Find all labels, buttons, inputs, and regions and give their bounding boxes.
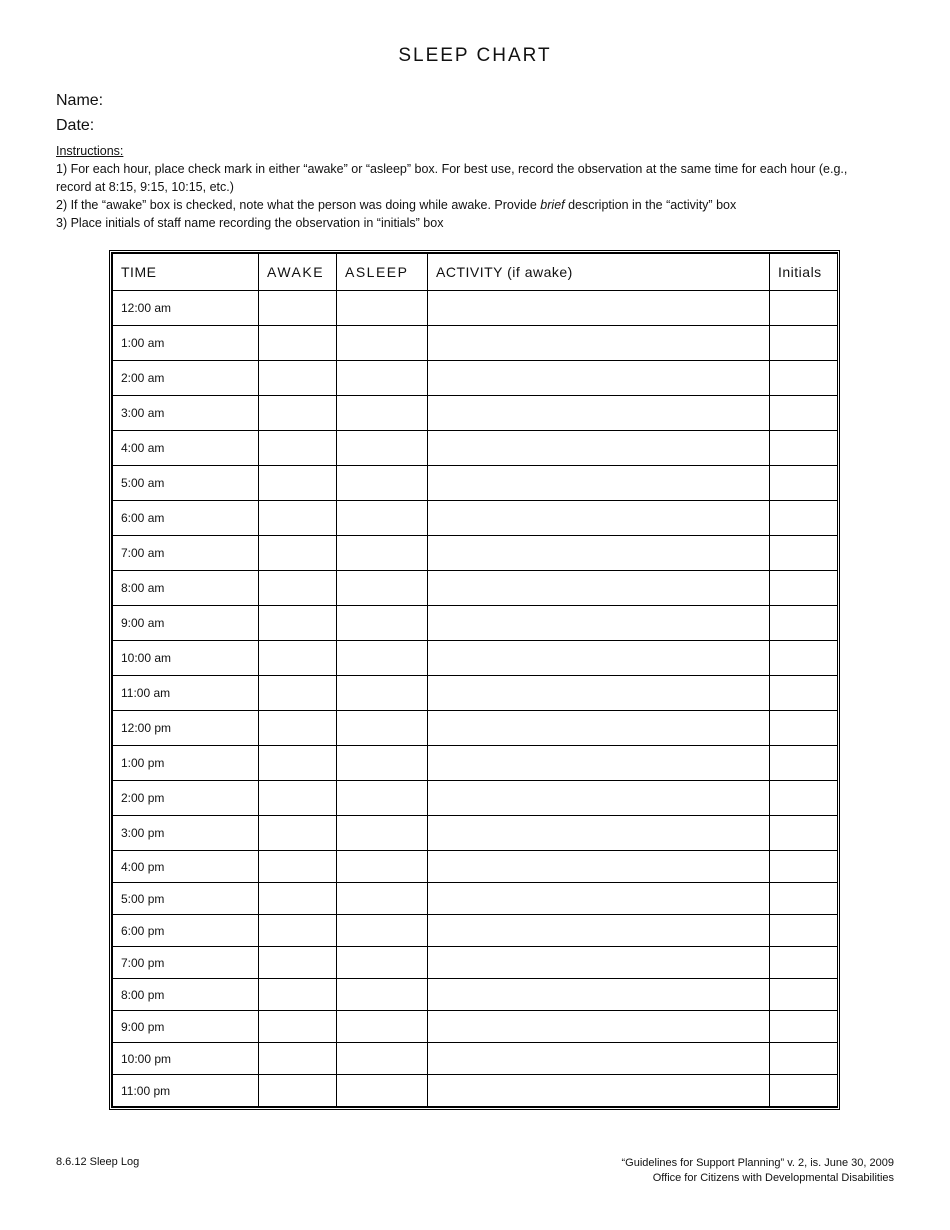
initials-cell[interactable] bbox=[770, 291, 838, 326]
awake-checkbox-cell[interactable] bbox=[259, 746, 337, 781]
instruction-2 bbox=[56, 196, 886, 214]
instruction-2-start: 2) If the “awake” box is checked, note what the person was doing while awake. Provide bbox=[56, 198, 541, 212]
initials-cell[interactable] bbox=[770, 851, 838, 883]
awake-checkbox-cell[interactable] bbox=[259, 1043, 337, 1075]
header-row bbox=[113, 254, 838, 291]
initials-cell[interactable] bbox=[770, 431, 838, 466]
initials-cell[interactable] bbox=[770, 326, 838, 361]
initials-cell[interactable] bbox=[770, 361, 838, 396]
time-cell: 7:00 am bbox=[113, 536, 259, 571]
awake-checkbox-cell[interactable] bbox=[259, 1011, 337, 1043]
activity-cell[interactable] bbox=[428, 606, 770, 641]
asleep-checkbox-cell[interactable] bbox=[337, 816, 428, 851]
name-label: Name: bbox=[56, 92, 104, 109]
initials-cell[interactable] bbox=[770, 641, 838, 676]
activity-cell[interactable] bbox=[428, 501, 770, 536]
awake-checkbox-cell[interactable] bbox=[259, 641, 337, 676]
time-cell: 4:00 pm bbox=[113, 851, 259, 883]
time-cell: 12:00 pm bbox=[113, 711, 259, 746]
time-cell: 5:00 pm bbox=[113, 883, 259, 915]
footer-doc-id: 8.6.12 Sleep Log bbox=[56, 1156, 140, 1168]
awake-checkbox-cell[interactable] bbox=[259, 947, 337, 979]
table-row bbox=[113, 291, 838, 326]
activity-cell[interactable] bbox=[428, 979, 770, 1011]
time-cell: 8:00 am bbox=[113, 571, 259, 606]
awake-checkbox-cell[interactable] bbox=[259, 676, 337, 711]
awake-checkbox-cell[interactable] bbox=[259, 915, 337, 947]
time-cell: 12:00 am bbox=[113, 291, 259, 326]
table-row bbox=[113, 501, 838, 536]
asleep-checkbox-cell[interactable] bbox=[337, 1075, 428, 1107]
table-row bbox=[113, 711, 838, 746]
asleep-checkbox-cell[interactable] bbox=[337, 431, 428, 466]
asleep-checkbox-cell[interactable] bbox=[337, 291, 428, 326]
awake-checkbox-cell[interactable] bbox=[259, 883, 337, 915]
activity-cell[interactable] bbox=[428, 1043, 770, 1075]
activity-cell[interactable] bbox=[428, 781, 770, 816]
instruction-3: 3) Place initials of staff name recording the observation in “initials” box bbox=[56, 216, 444, 230]
activity-cell[interactable] bbox=[428, 396, 770, 431]
activity-cell[interactable] bbox=[428, 361, 770, 396]
initials-cell[interactable] bbox=[770, 1011, 838, 1043]
time-cell: 4:00 am bbox=[113, 431, 259, 466]
awake-checkbox-cell[interactable] bbox=[259, 1075, 337, 1107]
initials-cell[interactable] bbox=[770, 571, 838, 606]
activity-cell[interactable] bbox=[428, 291, 770, 326]
time-cell: 9:00 am bbox=[113, 606, 259, 641]
activity-cell[interactable] bbox=[428, 1011, 770, 1043]
table-row bbox=[113, 1075, 838, 1107]
initials-cell[interactable] bbox=[770, 676, 838, 711]
table-row bbox=[113, 396, 838, 431]
activity-cell[interactable] bbox=[428, 915, 770, 947]
activity-cell[interactable] bbox=[428, 816, 770, 851]
initials-cell[interactable] bbox=[770, 466, 838, 501]
table-row bbox=[113, 641, 838, 676]
header-initials: Initials bbox=[770, 254, 838, 291]
initials-cell[interactable] bbox=[770, 883, 838, 915]
footer-source bbox=[621, 1156, 894, 1186]
instructions-heading: Instructions: bbox=[56, 144, 124, 158]
asleep-checkbox-cell[interactable] bbox=[337, 883, 428, 915]
initials-cell[interactable] bbox=[770, 816, 838, 851]
asleep-checkbox-cell[interactable] bbox=[337, 1011, 428, 1043]
activity-cell[interactable] bbox=[428, 947, 770, 979]
awake-checkbox-cell[interactable] bbox=[259, 781, 337, 816]
footer-source-line-2: Office for Citizens with Developmental Disabilities bbox=[652, 1172, 894, 1184]
table-row bbox=[113, 1043, 838, 1075]
header-asleep: ASLEEP bbox=[337, 254, 428, 291]
activity-cell[interactable] bbox=[428, 711, 770, 746]
table-row bbox=[113, 676, 838, 711]
time-cell: 2:00 am bbox=[113, 361, 259, 396]
awake-checkbox-cell[interactable] bbox=[259, 466, 337, 501]
awake-checkbox-cell[interactable] bbox=[259, 396, 337, 431]
initials-cell[interactable] bbox=[770, 947, 838, 979]
awake-checkbox-cell[interactable] bbox=[259, 431, 337, 466]
awake-checkbox-cell[interactable] bbox=[259, 536, 337, 571]
awake-checkbox-cell[interactable] bbox=[259, 291, 337, 326]
activity-cell[interactable] bbox=[428, 431, 770, 466]
table-row bbox=[113, 1011, 838, 1043]
time-cell: 10:00 am bbox=[113, 641, 259, 676]
time-cell: 6:00 pm bbox=[113, 915, 259, 947]
table-row bbox=[113, 536, 838, 571]
asleep-checkbox-cell[interactable] bbox=[337, 501, 428, 536]
awake-checkbox-cell[interactable] bbox=[259, 606, 337, 641]
asleep-checkbox-cell[interactable] bbox=[337, 676, 428, 711]
time-cell: 2:00 pm bbox=[113, 781, 259, 816]
activity-cell[interactable] bbox=[428, 326, 770, 361]
instruction-1: 1) For each hour, place check mark in either “awake” or “asleep” box. For best use, record the observation at the same time for each hour (e.g., record at 8:15, 9:15, 10:15, etc.) bbox=[56, 162, 848, 194]
time-cell: 5:00 am bbox=[113, 466, 259, 501]
table-row bbox=[113, 947, 838, 979]
initials-cell[interactable] bbox=[770, 536, 838, 571]
initials-cell[interactable] bbox=[770, 746, 838, 781]
table-row bbox=[113, 979, 838, 1011]
header-awake: AWAKE bbox=[259, 254, 337, 291]
table-row bbox=[113, 816, 838, 851]
awake-checkbox-cell[interactable] bbox=[259, 851, 337, 883]
table-row bbox=[113, 606, 838, 641]
asleep-checkbox-cell[interactable] bbox=[337, 396, 428, 431]
instruction-2-emphasis: brief bbox=[540, 198, 565, 212]
page-title: SLEEP CHART bbox=[398, 45, 552, 66]
table-row bbox=[113, 883, 838, 915]
footer-source-line-1: “Guidelines for Support Planning” v. 2, is. June 30, 2009 bbox=[621, 1157, 894, 1169]
date-label: Date: bbox=[56, 117, 95, 134]
table-row bbox=[113, 326, 838, 361]
awake-checkbox-cell[interactable] bbox=[259, 711, 337, 746]
activity-cell[interactable] bbox=[428, 571, 770, 606]
asleep-checkbox-cell[interactable] bbox=[337, 746, 428, 781]
awake-checkbox-cell[interactable] bbox=[259, 979, 337, 1011]
activity-cell[interactable] bbox=[428, 466, 770, 501]
activity-cell[interactable] bbox=[428, 641, 770, 676]
table-row bbox=[113, 571, 838, 606]
asleep-checkbox-cell[interactable] bbox=[337, 641, 428, 676]
time-cell: 11:00 am bbox=[113, 676, 259, 711]
time-cell: 3:00 am bbox=[113, 396, 259, 431]
asleep-checkbox-cell[interactable] bbox=[337, 361, 428, 396]
asleep-checkbox-cell[interactable] bbox=[337, 606, 428, 641]
time-cell: 11:00 pm bbox=[113, 1075, 259, 1107]
asleep-checkbox-cell[interactable] bbox=[337, 1043, 428, 1075]
time-cell: 9:00 pm bbox=[113, 1011, 259, 1043]
awake-checkbox-cell[interactable] bbox=[259, 326, 337, 361]
instruction-2-end: description in the “activity” box bbox=[564, 198, 737, 212]
table-row bbox=[113, 915, 838, 947]
initials-cell[interactable] bbox=[770, 1043, 838, 1075]
asleep-checkbox-cell[interactable] bbox=[337, 711, 428, 746]
awake-checkbox-cell[interactable] bbox=[259, 501, 337, 536]
activity-cell[interactable] bbox=[428, 1075, 770, 1107]
table-row bbox=[113, 361, 838, 396]
activity-cell[interactable] bbox=[428, 851, 770, 883]
initials-cell[interactable] bbox=[770, 781, 838, 816]
time-cell: 1:00 pm bbox=[113, 746, 259, 781]
header-time: TIME bbox=[113, 254, 259, 291]
awake-checkbox-cell[interactable] bbox=[259, 816, 337, 851]
initials-cell[interactable] bbox=[770, 915, 838, 947]
asleep-checkbox-cell[interactable] bbox=[337, 571, 428, 606]
activity-cell[interactable] bbox=[428, 676, 770, 711]
initials-cell[interactable] bbox=[770, 501, 838, 536]
asleep-checkbox-cell[interactable] bbox=[337, 466, 428, 501]
awake-checkbox-cell[interactable] bbox=[259, 571, 337, 606]
table-row bbox=[113, 431, 838, 466]
table-row bbox=[113, 746, 838, 781]
time-cell: 10:00 pm bbox=[113, 1043, 259, 1075]
time-cell: 8:00 pm bbox=[113, 979, 259, 1011]
table-row bbox=[113, 466, 838, 501]
time-cell: 7:00 pm bbox=[113, 947, 259, 979]
awake-checkbox-cell[interactable] bbox=[259, 361, 337, 396]
activity-cell[interactable] bbox=[428, 883, 770, 915]
activity-cell[interactable] bbox=[428, 536, 770, 571]
table-row bbox=[113, 851, 838, 883]
initials-cell[interactable] bbox=[770, 711, 838, 746]
sleep-log-table bbox=[109, 250, 840, 1110]
asleep-checkbox-cell[interactable] bbox=[337, 979, 428, 1011]
initials-cell[interactable] bbox=[770, 606, 838, 641]
activity-cell[interactable] bbox=[428, 746, 770, 781]
time-cell: 6:00 am bbox=[113, 501, 259, 536]
asleep-checkbox-cell[interactable] bbox=[337, 326, 428, 361]
asleep-checkbox-cell[interactable] bbox=[337, 915, 428, 947]
header-activity: ACTIVITY (if awake) bbox=[428, 254, 770, 291]
initials-cell[interactable] bbox=[770, 396, 838, 431]
time-cell: 3:00 pm bbox=[113, 816, 259, 851]
asleep-checkbox-cell[interactable] bbox=[337, 536, 428, 571]
asleep-checkbox-cell[interactable] bbox=[337, 781, 428, 816]
time-cell: 1:00 am bbox=[113, 326, 259, 361]
asleep-checkbox-cell[interactable] bbox=[337, 947, 428, 979]
log-body bbox=[113, 291, 838, 1107]
instructions bbox=[56, 142, 886, 232]
asleep-checkbox-cell[interactable] bbox=[337, 851, 428, 883]
table-row bbox=[113, 781, 838, 816]
initials-cell[interactable] bbox=[770, 979, 838, 1011]
initials-cell[interactable] bbox=[770, 1075, 838, 1107]
